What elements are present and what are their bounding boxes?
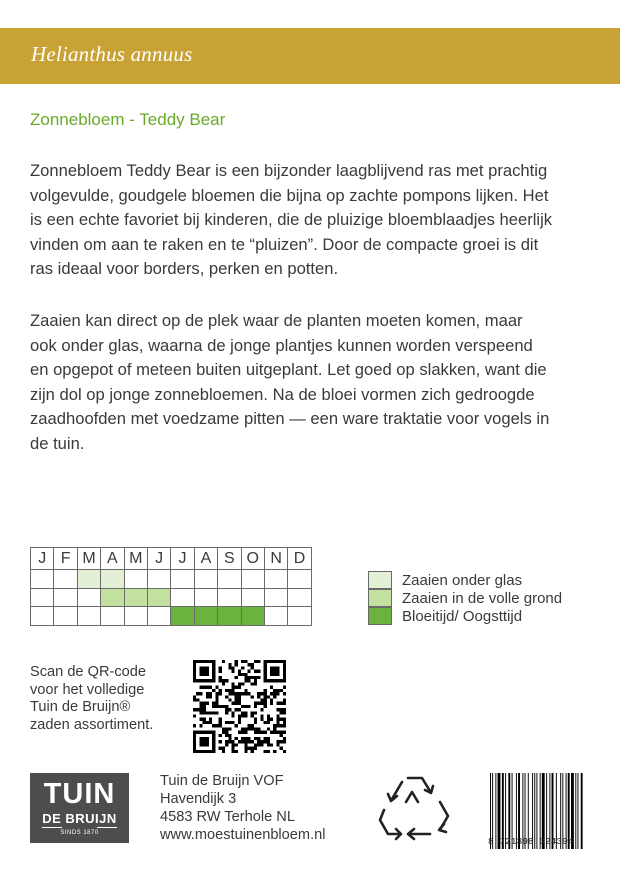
logo-rule-right <box>97 827 117 828</box>
calendar-cell <box>31 570 54 589</box>
qr-code[interactable] <box>193 660 286 753</box>
calendar-cell <box>124 607 147 626</box>
description-line: en opgepot of meteen buiten uitgeplant. Let goed op slakken, want die <box>30 360 547 380</box>
description-paragraph-2 <box>30 309 592 457</box>
description-line: vinden om aan te raken en te “pluizen”. Door de compacte groei is dit <box>30 234 539 254</box>
sowing-calendar <box>30 547 312 626</box>
calendar-cell <box>101 570 124 589</box>
calendar-month-label: A <box>194 548 217 570</box>
calendar-cell <box>54 570 77 589</box>
logo-line-2: DE BRUIJN <box>42 811 117 826</box>
calendar-cell <box>194 607 217 626</box>
calendar-row <box>31 588 312 607</box>
calendar-cell <box>171 570 194 589</box>
calendar-cell <box>288 607 311 626</box>
qr-instructions <box>30 664 153 734</box>
legend-label: Zaaien onder glas <box>402 571 523 589</box>
description-line: ook onder glas, waarna de jonge plantjes kunnen worden verspeend <box>30 335 533 355</box>
calendar-cell <box>241 607 264 626</box>
calendar-legend <box>368 571 562 625</box>
calendar-cell <box>171 607 194 626</box>
calendar-cell <box>101 588 124 607</box>
legend-label: Bloeitijd/ Oogsttijd <box>402 607 523 625</box>
barcode-number: 8 721398 024394 <box>488 836 574 847</box>
recycle-icon <box>378 772 452 842</box>
description-line: is een echte favoriet bij kinderen, die de pluizige bloemblaadjes heerlijk <box>30 210 553 230</box>
calendar-cell <box>54 588 77 607</box>
product-name: Zonnebloem - Teddy Bear <box>30 110 226 129</box>
calendar-cell <box>218 570 241 589</box>
logo-line-3: SINDS 1870 <box>60 830 99 836</box>
calendar-month-label: M <box>77 548 100 570</box>
description-line: Zonnebloem Teddy Bear is een bijzonder laagblijvend ras met prachtig <box>30 161 548 180</box>
calendar-cell <box>171 588 194 607</box>
header-bar <box>0 28 620 84</box>
calendar-row <box>31 607 312 626</box>
calendar-cell <box>31 607 54 626</box>
description-line: zaadhoofden met voedzame pitten — een ware traktatie voor vogels in <box>30 409 550 429</box>
calendar-cell <box>264 607 287 626</box>
calendar-month-label: N <box>264 548 287 570</box>
calendar-cell <box>147 570 170 589</box>
calendar-cell <box>218 607 241 626</box>
qr-text-line: Scan de QR-code <box>30 664 147 680</box>
calendar-row <box>31 570 312 589</box>
calendar-cell <box>77 607 100 626</box>
description-line: zijn dol op jonge zonnebloemen. Na de bloei vormen zich gedroogde <box>30 384 535 404</box>
calendar-cell <box>31 588 54 607</box>
calendar-cell <box>147 588 170 607</box>
calendar-month-label: M <box>124 548 147 570</box>
calendar-cell <box>124 570 147 589</box>
legend-swatch <box>368 589 392 607</box>
calendar-month-label: J <box>171 548 194 570</box>
calendar-cell <box>54 607 77 626</box>
calendar-cell <box>77 588 100 607</box>
calendar-cell <box>194 588 217 607</box>
calendar-cell <box>77 570 100 589</box>
legend-item <box>368 607 562 625</box>
description-line: volgevulde, goudgele bloemen die bijna op zachte pompons lijken. Het <box>30 185 549 205</box>
calendar-month-row <box>31 548 312 570</box>
logo-line-1: TUIN <box>43 778 116 810</box>
legend-item <box>368 589 562 607</box>
calendar-cell <box>218 588 241 607</box>
description-line: de tuin. <box>30 433 85 453</box>
calendar-month-label: S <box>218 548 241 570</box>
description-line: Zaaien kan direct op de plek waar de planten moeten komen, maar <box>30 311 523 330</box>
description-paragraph-1 <box>30 159 592 282</box>
calendar-cell <box>264 570 287 589</box>
qr-text-line: Tuin de Bruijn® <box>30 699 131 716</box>
calendar-cell <box>124 588 147 607</box>
description-line: ras ideaal voor borders, perken en potten. <box>30 259 339 279</box>
calendar-cell <box>288 588 311 607</box>
calendar-cell <box>241 588 264 607</box>
calendar-month-label: O <box>241 548 264 570</box>
qr-text-line: voor het volledige <box>30 681 145 698</box>
legend-swatch <box>368 571 392 589</box>
calendar-cell <box>264 588 287 607</box>
calendar-cell <box>241 570 264 589</box>
calendar-month-label: A <box>101 548 124 570</box>
calendar-cell <box>194 570 217 589</box>
company-address <box>160 772 325 844</box>
latin-name: Helianthus annuus <box>31 42 193 66</box>
legend-swatch <box>368 607 392 625</box>
address-website[interactable]: www.moestuinenbloem.nl <box>160 827 326 843</box>
legend-item <box>368 571 562 589</box>
calendar-cell <box>101 607 124 626</box>
address-company: Tuin de Bruijn VOF <box>160 773 284 789</box>
address-street: Havendijk 3 <box>160 791 237 807</box>
legend-label: Zaaien in de volle grond <box>402 589 563 607</box>
tuin-de-bruijn-logo <box>30 773 129 843</box>
calendar-month-label: J <box>31 548 54 570</box>
calendar-cell <box>288 570 311 589</box>
address-city: 4583 RW Terhole NL <box>160 809 295 825</box>
calendar-month-label: F <box>54 548 77 570</box>
logo-rule-left <box>42 827 62 828</box>
calendar-month-label: J <box>147 548 170 570</box>
calendar-month-label: D <box>288 548 311 570</box>
qr-text-line: zaden assortiment. <box>30 716 154 733</box>
calendar-cell <box>147 607 170 626</box>
